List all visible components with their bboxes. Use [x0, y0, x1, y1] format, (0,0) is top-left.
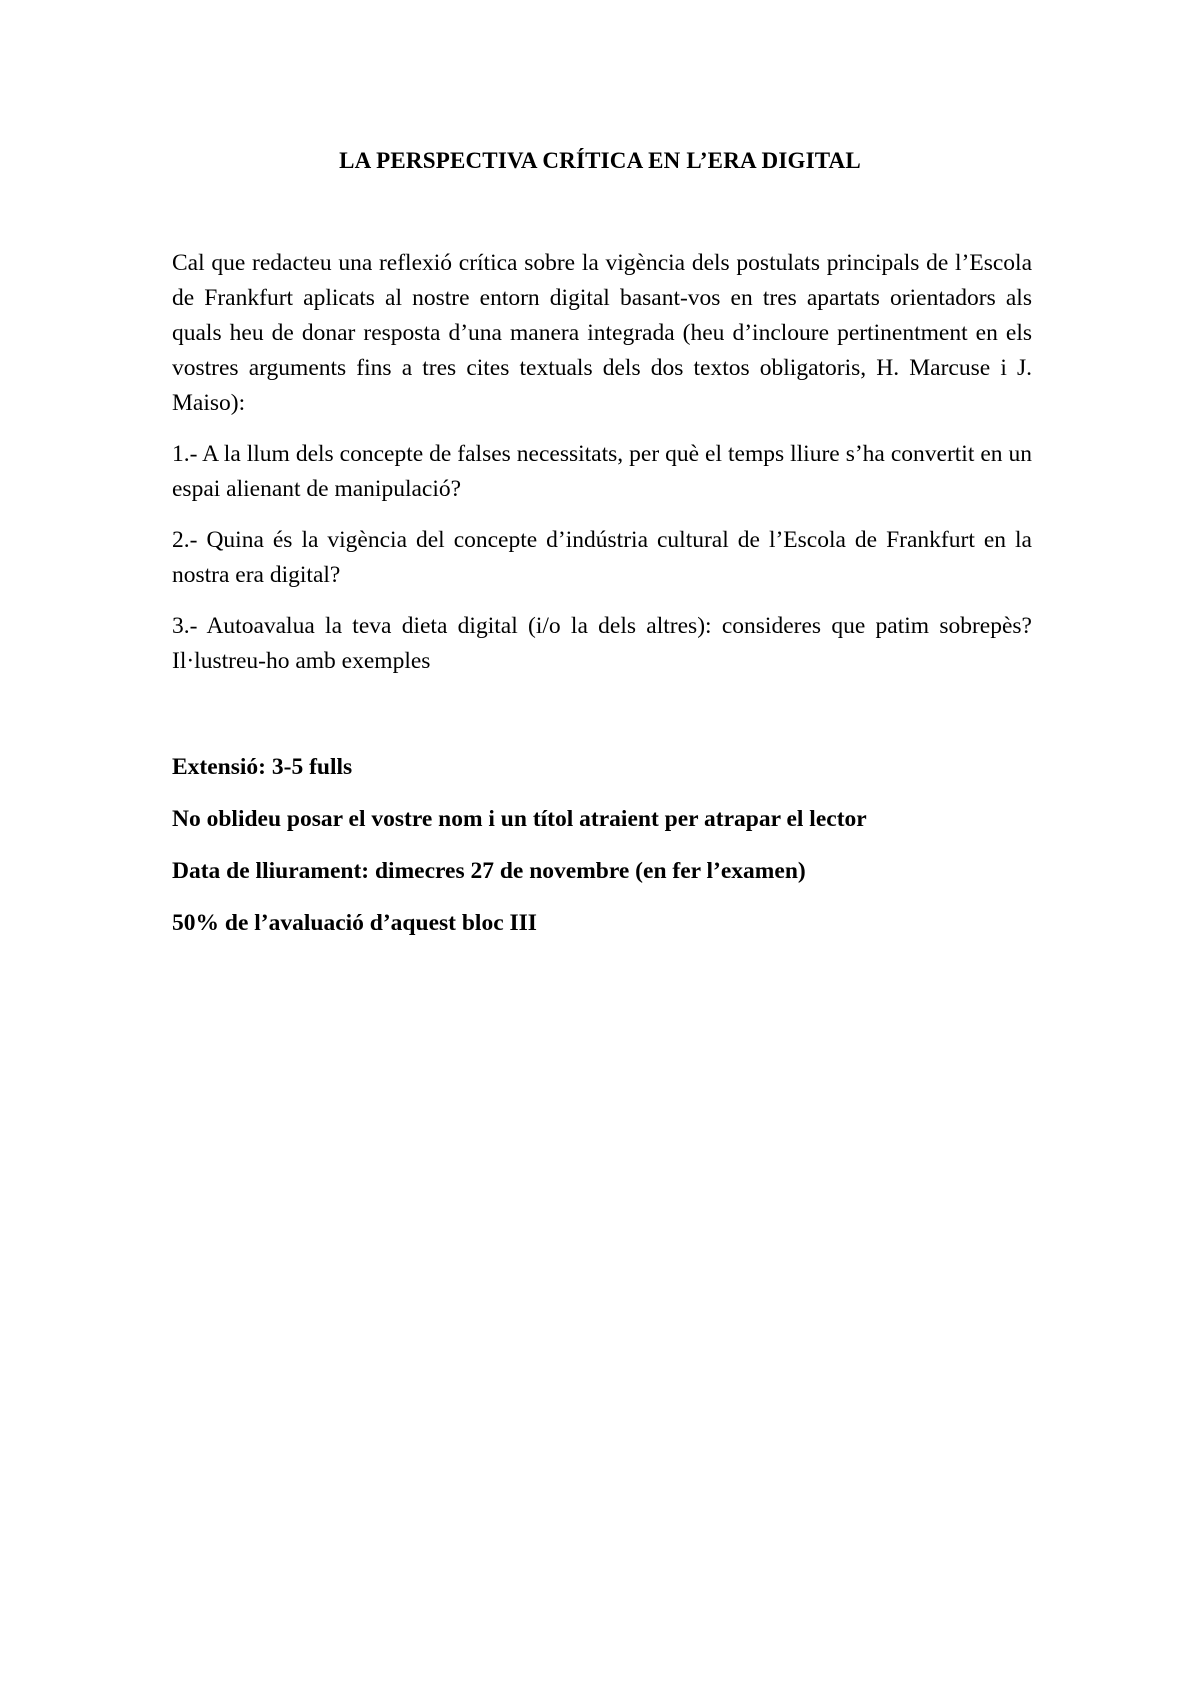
detail-due-date: Data de lliurament: dimecres 27 de novembre (en fer l’examen): [172, 858, 806, 884]
intro-paragraph: Cal que redacteu una reflexió crítica sobre la vigència dels postulats principals de l’Escola de Frankfurt aplicats al nostre entorn digital basant-vos en tres apartats orientadors als quals heu de donar resposta d’una manera integrada (heu d’incloure pertinentment en els vostres arguments fins a tres cites textuals dels dos textos obligatoris, H. Marcuse i J. Maiso):: [172, 250, 1032, 416]
question-2: 2.- Quina és la vigència del concepte d’indústria cultural de l’Escola de Frankfurt en la nostra era digital?: [172, 527, 1032, 588]
question-3: 3.- Autoavalua la teva dieta digital (i/o la dels altres): consideres que patim sobrepès? Il·lustreu-ho amb exemples: [172, 613, 1032, 674]
assignment-details: [172, 750, 1032, 958]
detail-name-title: No oblideu posar el vostre nom i un títol atraient per atrapar el lector: [172, 806, 867, 832]
question-1: 1.- A la llum dels concepte de falses necessitats, per què el temps lliure s’ha convertit en un espai alienant de manipulació?: [172, 441, 1032, 502]
detail-weight: 50% de l’avaluació d’aquest bloc III: [172, 910, 537, 936]
detail-extension: Extensió: 3-5 fulls: [172, 754, 353, 780]
document-title: LA PERSPECTIVA CRÍTICA EN L’ERA DIGITAL: [339, 148, 861, 173]
document-body: [172, 246, 1032, 695]
